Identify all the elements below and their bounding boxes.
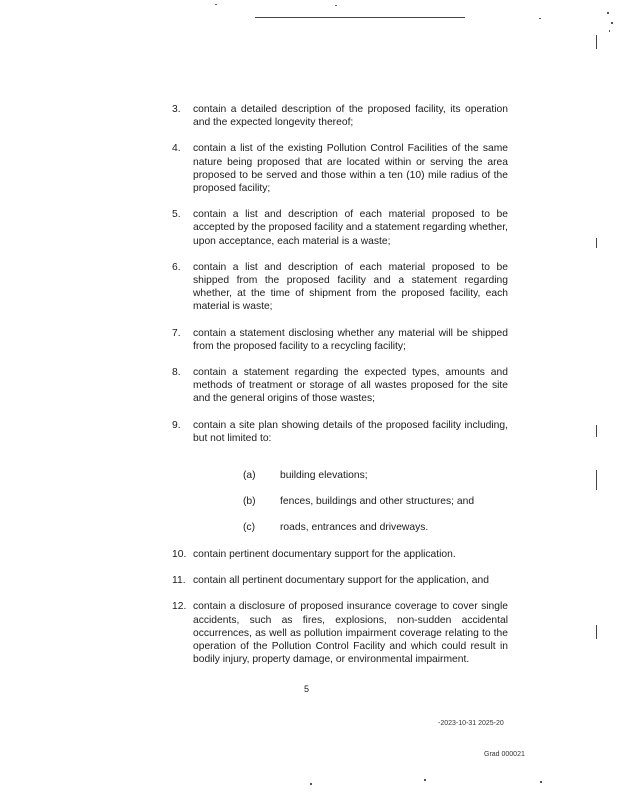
list-item (172, 419, 508, 445)
item-number: 6. (172, 261, 181, 273)
scan-artifact-right-mark (596, 425, 597, 437)
list-item (172, 208, 508, 248)
list-item (172, 548, 508, 561)
scan-speck (310, 783, 312, 785)
sub-item-text: roads, entrances and driveways. (280, 522, 429, 534)
list-item (172, 327, 508, 353)
document-stamp: -2023-10-31 2025-20 (438, 720, 504, 727)
list-item (172, 600, 508, 666)
sub-item-letter: (b) (243, 496, 256, 508)
scan-speck (539, 18, 541, 19)
list-item (172, 574, 508, 587)
item-text: contain all pertinent documentary support for the application, and (193, 575, 489, 587)
item-number: 7. (172, 327, 181, 339)
scan-speck (424, 779, 426, 781)
item-number: 8. (172, 367, 181, 379)
sub-item-text: building elevations; (280, 470, 368, 482)
scan-speck (609, 30, 610, 32)
list-item (172, 261, 508, 314)
item-text: contain a statement regarding the expected types, amounts and methods of treatment or storage of all wastes proposed for the site and the general origins of those wastes; (193, 367, 508, 405)
sub-item-text: fences, buildings and other structures; and (280, 496, 475, 508)
sub-list-item (172, 495, 508, 508)
scan-speck (215, 4, 217, 5)
item-number: 12. (172, 601, 187, 613)
item-text: contain a list of the existing Pollution Control Facilities of the same nature being proposed that are located within or serving the area proposed to be served and those within a ten (10) mile radius of the proposed facility; (193, 143, 508, 195)
item-number: 10. (172, 549, 187, 561)
sub-list-item (172, 521, 508, 534)
scan-speck (607, 12, 609, 14)
sub-item-letter: (a) (243, 470, 256, 482)
item-text: contain a list and description of each material proposed to be accepted by the proposed facility and a statement regarding whether, upon acceptance, each material is a waste; (193, 209, 508, 247)
scan-speck (335, 5, 337, 6)
list-item (172, 142, 508, 195)
item-number: 3. (172, 104, 181, 115)
scan-artifact-right-mark (596, 35, 597, 49)
requirements-list (172, 103, 508, 679)
item-text: contain pertinent documentary support for the application. (193, 549, 456, 561)
item-text: contain a list and description of each material proposed to be shipped from the proposed facility and a statement regarding whether, at the time of shipment from the proposed facility, each material is waste; (193, 261, 508, 313)
sub-list-item (172, 469, 508, 482)
scan-artifact-right-mark (596, 625, 597, 639)
scan-speck (540, 781, 542, 783)
item-number: 9. (172, 419, 181, 431)
list-item (172, 103, 508, 129)
scan-artifact-right-mark (596, 470, 597, 490)
item-number: 11. (172, 575, 186, 587)
page-number: 5 (304, 684, 310, 694)
item-text: contain a site plan showing details of the proposed facility including, but not limited to: (193, 419, 508, 444)
item-number: 5. (172, 209, 181, 221)
scan-artifact-top-line (255, 17, 465, 18)
sub-item-letter: (c) (243, 522, 256, 534)
scan-artifact-right-mark (596, 238, 597, 248)
item-number: 4. (172, 143, 181, 155)
item-text: contain a statement disclosing whether any material will be shipped from the proposed facility to a recycling facility; (193, 327, 508, 352)
list-item (172, 366, 508, 406)
item-text: contain a disclosure of proposed insurance coverage to cover single accidents, such as fires, explosions, non-sudden accidental occurrences, as well as pollution impairment coverage relating to the operation of the Pollution Control Facility and which could result in bodily injury, property damage, or environmental impairment. (193, 601, 508, 666)
bates-number: Grad 000021 (484, 751, 525, 758)
item-text: contain a detailed description of the proposed facility, its operation and the expected longevity thereof; (193, 104, 508, 129)
scan-speck (611, 22, 613, 24)
